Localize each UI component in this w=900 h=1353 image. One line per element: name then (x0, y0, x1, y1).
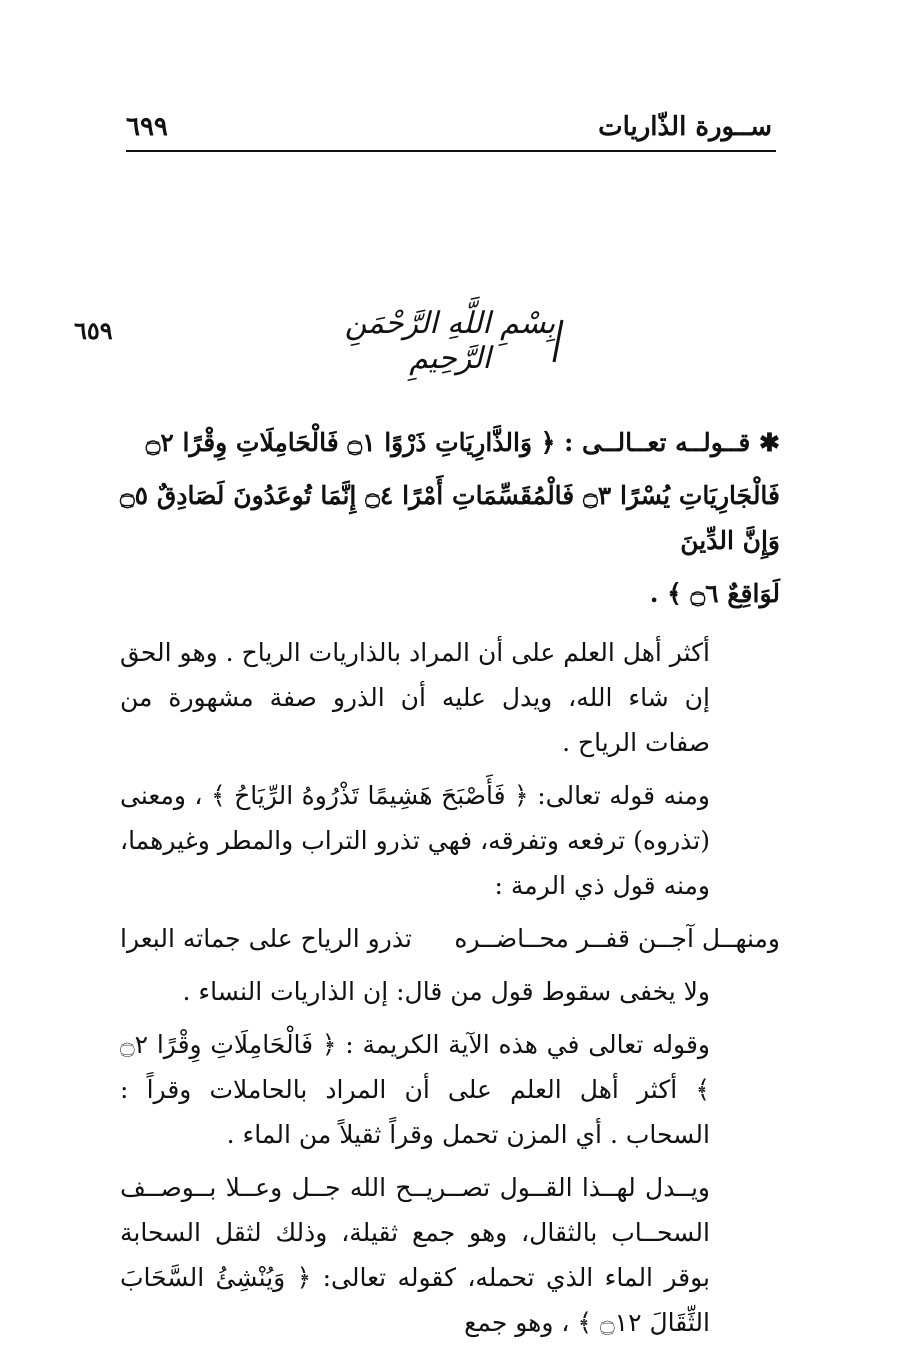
page-break-slash (552, 318, 564, 364)
paragraph: أكثر أهل العلم على أن المراد بالذاريات الرياح . وهو الحق إن شاء الله، ويدل عليه أن الذرو صفة مشهورة من صفات الرياح . (120, 638, 710, 757)
verse-line (120, 420, 780, 465)
poem-second-hemistich: تذرو الرياح على جماته البعرا (120, 924, 412, 953)
paragraph: ولا يخفى سقوط قول من قال: إن الذاريات النساء . (182, 977, 710, 1006)
poem-first-hemistich: ومنهــل آجــن قفــر محــاضــره (454, 924, 780, 953)
body-text (120, 420, 780, 1353)
page-number: ٦٩٩ (126, 112, 168, 142)
star-marker: ✱ (759, 428, 780, 457)
paragraph: وقوله تعالى في هذه الآية الكريمة : ﴿ فَالْحَامِلَاتِ وِقْرًا ۝٢ ﴾ أكثر أهل العلم على أن المراد بالحاملات وقراً : السحاب . أي المزن تحمل وقراً ثقيلاً من الماء . (120, 1030, 710, 1149)
header-rule (126, 150, 776, 152)
paragraph: ويــدل لهــذا القــول تصــريــح الله جــل وعــلا بــوصــف السحــاب بالثقال، وهو جمع ثقيلة، وذلك لثقل السحابة بوقر الماء الذي تحمله، كقوله تعالى: ﴿ وَيُنْشِئُ السَّحَابَ الثِّقَالَ ۝١٢ ﴾ ، وهو جمع (120, 1173, 710, 1337)
paragraph: ومنه قوله تعالى: ﴿ فَأَصْبَحَ هَشِيمًا تَذْرُوهُ الرِّيَاحُ ﴾ ، ومعنى (تذروه) ترفعه وتفرقه، فهي تذرو التراب والمطر وغيرهما، ومنه قول ذي الرمة : (120, 781, 710, 900)
basmala-calligraphy: بِسْمِ اللَّهِ الرَّحْمَنِ الرَّحِيمِ (344, 306, 556, 376)
verse-block (120, 420, 780, 616)
verse-line: لَوَاقِعٌ ۝٦ ﴾ . (649, 579, 780, 608)
surah-title: ســورة الذّاريات (598, 112, 772, 142)
poem-verse (120, 916, 780, 961)
verse-text: ﴿ وَالذَّارِيَاتِ ذَرْوًا ۝١ فَالْحَامِلَاتِ وِقْرًا ۝٢ (145, 428, 556, 457)
margin-page-number: ٦٥٩ (74, 316, 113, 345)
lead-phrase: قــولــه تعــالــى : (564, 428, 751, 457)
verse-line: فَالْجَارِيَاتِ يُسْرًا ۝٣ فَالْمُقَسِّمَاتِ أَمْرًا ۝٤ إِنَّمَا تُوعَدُونَ لَصَادِقٌ ۝٥ وَإِنَّ الدِّينَ (120, 481, 780, 555)
